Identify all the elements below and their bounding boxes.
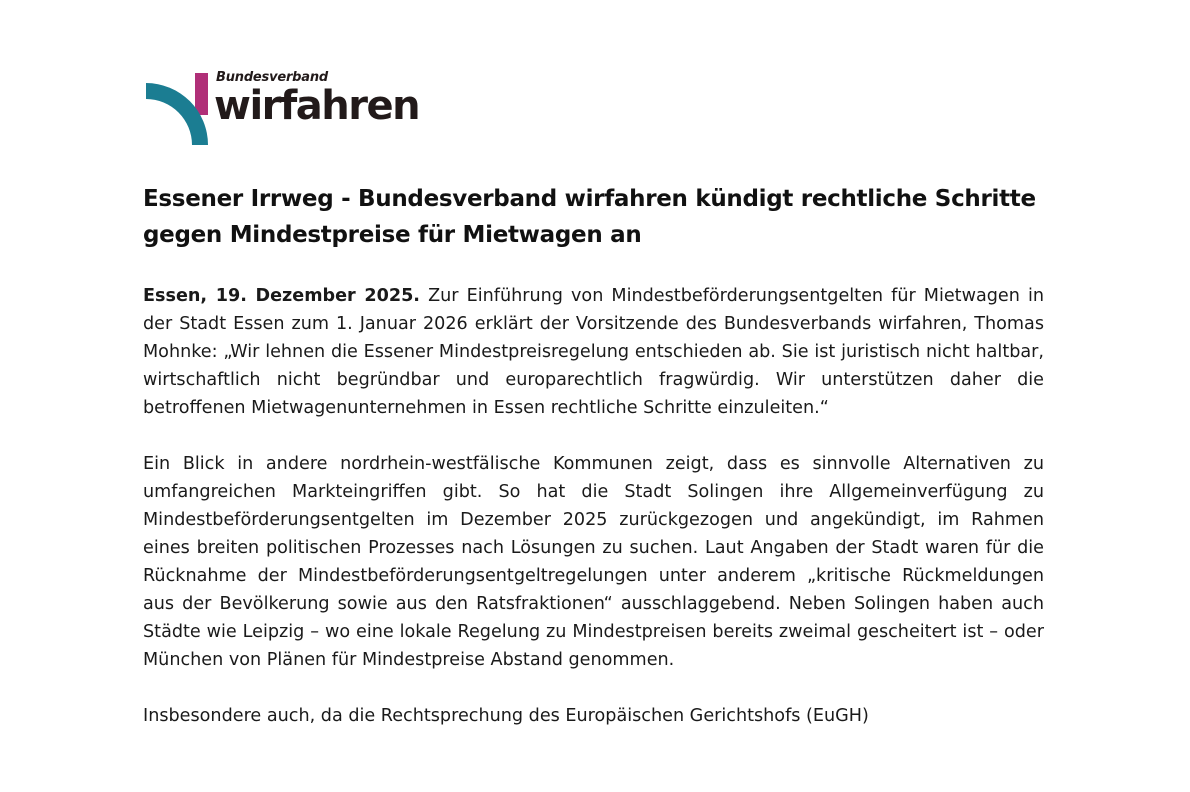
page-title: Essener Irrweg - Bundesverband wirfahren kündigt rechtliche Schritte gegen Mindestpreise für Mietwagen an	[143, 186, 1036, 248]
logo	[146, 70, 420, 150]
logo-magenta-bar	[195, 73, 208, 115]
paragraph-1-text: Zur Einführung von Mindestbeförderungsentgelten für Mietwagen in der Stadt Essen zum 1. Januar 2026 erklärt der Vorsitzende des Bundesverbands wirfahren, Thomas Mohnke: „Wir lehnen die Essener Mindestpreisregelung entschieden ab. Sie ist juristisch nicht haltbar, wirtschaftlich nicht begründbar und europarechtlich fragwürdig. Wir unterstützen daher die betroffenen Mietwagenunternehmen in Essen rechtliche Schritte einzuleiten.“	[143, 286, 1045, 418]
logo-mark-icon	[146, 70, 216, 150]
article-body	[143, 282, 1044, 758]
paragraph-2: Ein Blick in andere nordrhein-westfälische Kommunen zeigt, dass es sinnvolle Alternativen zu umfangreichen Markteingriffen gibt. So hat die Stadt Solingen ihre Allgemeinverfügung zu Mindestbeförderungsentgelten im Dezember 2025 zurückgezogen und angekündigt, im Rahmen eines breiten politischen Prozesses nach Lösungen zu suchen. Laut Angaben der Stadt waren für die Rücknahme der Mindestbeförderungsentgeltregelungen unter anderem „kritische Rückmeldungen aus der Bevölkerung sowie aus den Ratsfraktionen“ ausschlaggebend. Neben Solingen haben auch Städte wie Leipzig – wo eine lokale Regelung zu Mindestpreisen bereits zweimal gescheitert ist – oder München von Plänen für Mindestpreise Abstand genommen.	[143, 454, 1044, 670]
logo-wordmark: wirfahren	[214, 83, 420, 129]
dateline: Essen, 19. Dezember 2025.	[143, 286, 420, 306]
paragraph-3: Insbesondere auch, da die Rechtsprechung des Europäischen Gerichtshofs (EuGH)	[143, 706, 869, 726]
logo-small-text: Bundesverband	[216, 70, 329, 85]
paragraph-1	[143, 282, 1044, 422]
